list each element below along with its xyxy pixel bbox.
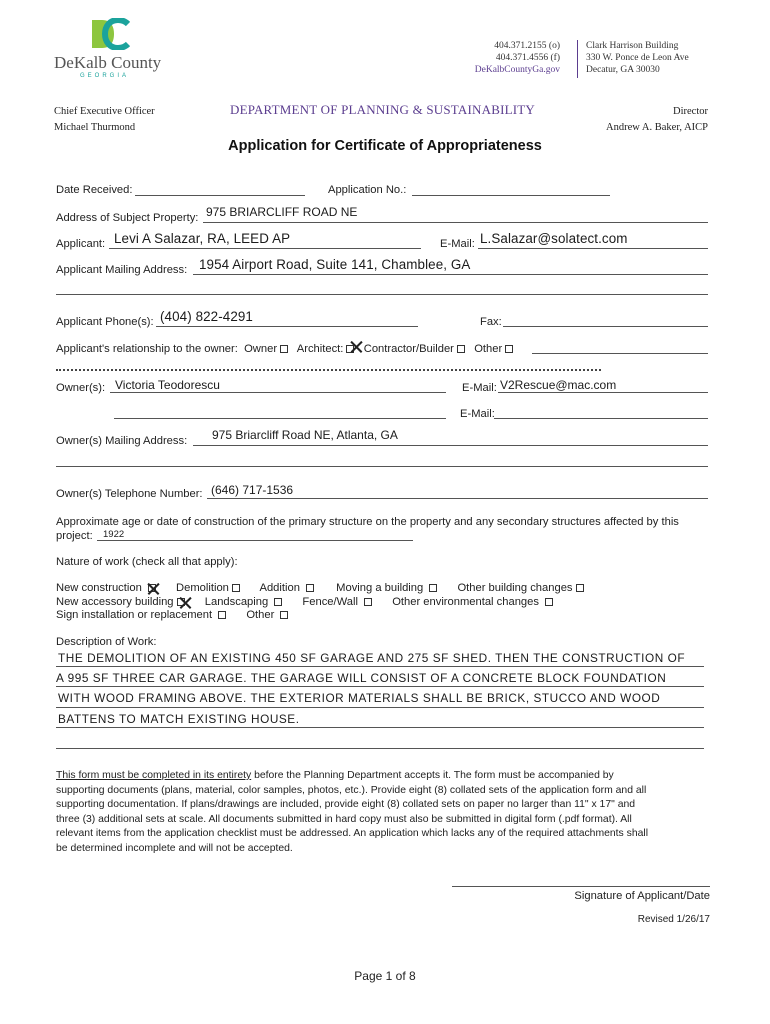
notice-paragraph [56, 769, 711, 857]
work-other-checkbox[interactable] [280, 611, 288, 619]
description-text-4: BATTENS TO MATCH EXISTING HOUSE. [58, 712, 300, 726]
description-line-1[interactable] [56, 666, 704, 667]
description-text-2: A 995 SF THREE CAR GARAGE. THE GARAGE WILL CONSIST OF A CONCRETE BLOCK FOUNDATION [56, 671, 667, 685]
applicant-email-value: L.Salazar@solatect.com [480, 231, 628, 246]
applicant-label: Applicant: [56, 238, 106, 250]
owner-email2-field[interactable] [494, 418, 708, 419]
nature-label: Nature of work (check all that apply): [56, 556, 238, 568]
applicant-value: Levi A Salazar, RA, LEED AP [114, 231, 291, 246]
application-no-field[interactable] [412, 195, 610, 196]
mailing-field-2[interactable] [56, 294, 708, 295]
dc-logo-icon [90, 18, 130, 50]
revised-date: Revised 1/26/17 [637, 914, 710, 925]
work-row-1 [56, 582, 584, 594]
rel-contractor-checkbox[interactable] [457, 345, 465, 353]
owner-email-value: V2Rescue@mac.com [500, 378, 617, 392]
work-environmental-label: Other environmental changes [392, 596, 539, 608]
work-moving-checkbox[interactable] [429, 584, 437, 592]
work-landscaping-checkbox[interactable] [274, 598, 282, 606]
work-addition-checkbox[interactable] [306, 584, 314, 592]
notice-line-4: three (3) additional sets at scale. All documents submitted in hard copy must also be submitted in digital form (.pdf format). All [56, 813, 632, 825]
mailing-value: 1954 Airport Road, Suite 141, Chamblee, GA [199, 257, 471, 272]
date-received-field[interactable] [135, 195, 305, 196]
dekalb-logo [54, 18, 164, 80]
mailing-label: Applicant Mailing Address: [56, 264, 188, 276]
work-demolition-checkbox[interactable] [232, 584, 240, 592]
rel-architect-label: Architect: [296, 343, 344, 355]
work-other-changes-label: Other building changes [457, 582, 573, 594]
address-value: 975 BRIARCLIFF ROAD NE [206, 205, 358, 219]
owner-field[interactable] [110, 392, 446, 393]
description-line-3[interactable] [56, 707, 704, 708]
signature-field[interactable] [452, 886, 710, 887]
age-value: 1922 [103, 529, 125, 540]
work-fence-label: Fence/Wall [302, 596, 358, 608]
rel-other-field[interactable] [532, 353, 708, 354]
page-number: Page 1 of 8 [354, 969, 416, 983]
address-label: Address of Subject Property: [56, 212, 199, 224]
director-name: Andrew A. Baker, AICP [606, 122, 708, 133]
applicant-email-label: E-Mail: [440, 238, 475, 250]
owner-mailing-field-2[interactable] [56, 466, 708, 467]
accessory-check-mark [179, 596, 192, 609]
description-label: Description of Work: [56, 636, 157, 648]
description-text-3: WITH WOOD FRAMING ABOVE. THE EXTERIOR MATERIALS SHALL BE BRICK, STUCCO AND WOOD [58, 691, 661, 705]
work-demolition-label: Demolition [176, 582, 229, 594]
phone-office: 404.371.2155 (o) [494, 41, 560, 51]
rel-contractor-label: Contractor/Builder [363, 343, 454, 355]
owner-phone-label: Owner(s) Telephone Number: [56, 488, 203, 500]
department-name: DEPARTMENT OF PLANNING & SUSTAINABILITY [230, 102, 535, 117]
work-sign-checkbox[interactable] [218, 611, 226, 619]
owner-phone-value: (646) 717-1536 [211, 483, 294, 497]
description-line-5[interactable] [56, 748, 704, 749]
phone-field[interactable] [156, 326, 418, 327]
age-field[interactable] [97, 540, 413, 541]
owner-field-2[interactable] [114, 418, 446, 419]
work-sign-label: Sign installation or replacement [56, 609, 213, 621]
owner-phone-field[interactable] [207, 498, 708, 499]
rel-other-label: Other [474, 343, 503, 355]
phone-value: (404) 822-4291 [160, 309, 253, 324]
rel-owner-checkbox[interactable] [280, 345, 288, 353]
age-text-line-2: project: [56, 530, 93, 542]
form-title: Application for Certificate of Appropriateness [228, 138, 542, 154]
notice-line-3: supporting documentation. If plans/drawings are included, provide eight (8) collated sets on paper no larger than 11" x 17" and [56, 799, 636, 811]
ceo-title: Chief Executive Officer [54, 106, 155, 117]
phone-label: Applicant Phone(s): [56, 316, 154, 328]
notice-line-6: be determined incomplete and will not be accepted. [56, 842, 293, 854]
logo-name: DeKalb County [54, 53, 162, 72]
contact-phones [475, 40, 560, 76]
work-environmental-checkbox[interactable] [545, 598, 553, 606]
director-title: Director [673, 106, 708, 117]
address-line-1: Clark Harrison Building [586, 41, 679, 51]
description-text-1: THE DEMOLITION OF AN EXISTING 450 SF GARAGE AND 275 SF SHED. THEN THE CONSTRUCTION OF [58, 651, 686, 665]
owner-mailing-value: 975 Briarcliff Road NE, Atlanta, GA [212, 428, 398, 442]
work-accessory-label: New accessory building [56, 596, 174, 608]
address-line-3: Decatur, GA 30030 [586, 65, 660, 75]
relationship-row [56, 343, 513, 355]
address-line-2: 330 W. Ponce de Leon Ave [586, 53, 689, 63]
contact-address [586, 40, 689, 76]
work-addition-label: Addition [259, 582, 300, 594]
owners-label: Owner(s): [56, 382, 106, 394]
owner-email-label: E-Mail: [462, 382, 497, 394]
address-field[interactable] [203, 222, 708, 223]
applicant-email-field[interactable] [478, 248, 708, 249]
owner-mailing-field[interactable] [193, 445, 708, 446]
work-row-3 [56, 609, 288, 621]
owner-value: Victoria Teodorescu [115, 378, 220, 392]
fax-field[interactable] [503, 326, 708, 327]
work-other-label: Other [246, 609, 275, 621]
work-landscaping-label: Landscaping [204, 596, 269, 608]
rel-other-checkbox[interactable] [505, 345, 513, 353]
rel-owner-label: Owner [244, 343, 278, 355]
notice-line-1 [56, 769, 711, 784]
phone-fax: 404.371.4556 (f) [495, 53, 560, 63]
date-received-label: Date Received: [56, 184, 133, 196]
new-construction-check-mark [147, 582, 160, 595]
notice-line-5: relevant items from the application checklist must be addressed. An application which lacks any of the required attachments shall [56, 828, 648, 840]
fax-label: Fax: [480, 316, 502, 328]
notice-underlined: This form must be completed in its entirety [56, 770, 252, 781]
work-row-2 [56, 596, 553, 608]
mailing-field[interactable] [193, 274, 708, 275]
work-fence-checkbox[interactable] [364, 598, 372, 606]
notice-line-1-rest: before the Planning Department accepts it. The form must be accompanied by [251, 770, 614, 781]
work-other-changes-checkbox[interactable] [576, 584, 584, 592]
relationship-label: Applicant's relationship to the owner: [56, 343, 238, 355]
signature-label: Signature of Applicant/Date [574, 890, 710, 902]
header-divider [577, 40, 578, 78]
logo-sub: GEORGIA [80, 73, 130, 79]
work-moving-label: Moving a building [336, 582, 424, 594]
owner-mailing-label: Owner(s) Mailing Address: [56, 435, 188, 447]
website-link[interactable]: DeKalbCountyGa.gov [474, 65, 560, 75]
description-line-2[interactable] [56, 686, 704, 687]
work-new-construction-label: New construction [56, 582, 142, 594]
description-line-4[interactable] [56, 727, 704, 728]
architect-check-mark [350, 340, 363, 353]
ceo-name: Michael Thurmond [54, 122, 136, 133]
application-no-label: Application No.: [328, 184, 407, 196]
notice-line-2: supporting documents (plans, material, color samples, photos, etc.). Provide eight (8) collated sets of the application form and all [56, 784, 647, 796]
age-text-line-1: Approximate age or date of construction of the primary structure on the property and any secondary structures affected by this [56, 516, 679, 528]
asterisk-separator [56, 369, 601, 371]
owner-email2-label: E-Mail: [460, 408, 495, 420]
applicant-field[interactable] [109, 248, 421, 249]
owner-email-field[interactable] [498, 392, 708, 393]
